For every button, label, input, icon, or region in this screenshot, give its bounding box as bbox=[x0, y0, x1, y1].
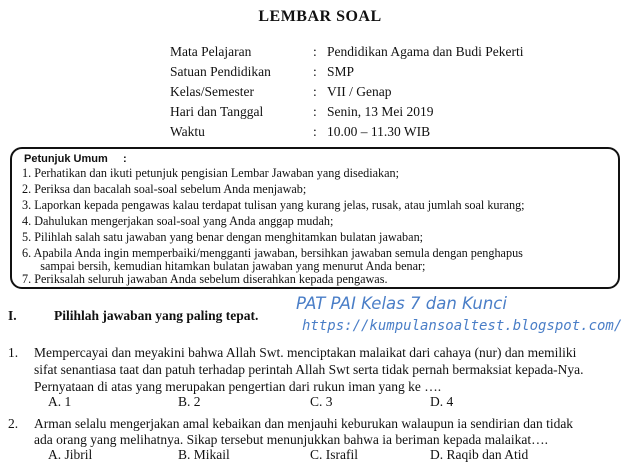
answer-option-c[interactable]: C. Israfil bbox=[310, 447, 358, 462]
answer-option-a[interactable]: A. Jibril bbox=[48, 447, 93, 462]
question-number: 2. bbox=[8, 416, 19, 431]
instruction-item: 5. Pilihlah salah satu jawaban yang benar dengan menghitamkan bulatan jawaban; bbox=[22, 230, 424, 244]
info-value-time: 10.00 – 11.30 WIB bbox=[327, 124, 431, 139]
info-value-subject: Pendidikan Agama dan Budi Pekerti bbox=[327, 44, 524, 59]
answer-option-b[interactable]: B. Mikail bbox=[178, 447, 230, 462]
info-value-school: SMP bbox=[327, 64, 355, 79]
info-label-school: Satuan Pendidikan bbox=[170, 64, 271, 79]
instruction-item: 4. Dahulukan mengerjakan soal-soal yang Anda anggap mudah; bbox=[22, 214, 334, 228]
answer-option-d[interactable]: D. 4 bbox=[430, 394, 454, 409]
instruction-item-continued: sampai bersih, kemudian hitamkan bulatan jawaban yang menurut Anda benar; bbox=[22, 259, 426, 273]
info-value-class: VII / Genap bbox=[327, 84, 392, 99]
instruction-item: 1. Perhatikan dan ikuti petunjuk pengisian Lembar Jawaban yang disediakan; bbox=[22, 166, 400, 180]
answer-option-b[interactable]: B. 2 bbox=[178, 394, 201, 409]
question-text: Mempercayai dan meyakini bahwa Allah Swt. menciptakan malaikat dari cahaya (nur) dan memiliki bbox=[34, 345, 577, 360]
instruction-item: 2. Periksa dan bacalah soal-soal sebelum Anda menjawab; bbox=[22, 182, 307, 196]
answer-option-d[interactable]: D. Raqib dan Atid bbox=[430, 447, 529, 462]
instruction-item: 6. Apabila Anda ingin memperbaiki/mengganti jawaban, bersihkan jawaban semula dengan penghapus bbox=[22, 246, 523, 260]
info-colon: : bbox=[313, 84, 317, 99]
page-title: LEMBAR SOAL bbox=[258, 8, 382, 25]
answer-option-a[interactable]: A. 1 bbox=[48, 394, 72, 409]
info-label-date: Hari dan Tanggal bbox=[170, 104, 264, 119]
question-text: Arman selalu mengerjakan amal kebaikan dan menjauhi keburukan walaupun ia sendirian dan tidak bbox=[34, 416, 574, 431]
info-label-class: Kelas/Semester bbox=[170, 84, 254, 99]
watermark-title: PAT PAI Kelas 7 dan Kunci bbox=[296, 294, 507, 313]
question-text: sifat senantiasa taat dan patuh terhadap perintah Allah Swt serta tidak pernah bermaksiat kepada-Nya. bbox=[34, 362, 584, 377]
answer-option-c[interactable]: C. 3 bbox=[310, 394, 333, 409]
info-label-subject: Mata Pelajaran bbox=[170, 44, 252, 59]
info-label-time: Waktu bbox=[170, 124, 205, 139]
question-number: 1. bbox=[8, 345, 19, 360]
info-colon: : bbox=[313, 64, 317, 79]
info-colon: : bbox=[313, 124, 317, 139]
watermark-url[interactable]: https://kumpulansoaltest.blogspot.com/ bbox=[302, 318, 623, 334]
section-title: Pilihlah jawaban yang paling tepat. bbox=[54, 308, 259, 323]
question-text: Pernyataan di atas yang merupakan pengertian dari rukun iman yang ke …. bbox=[34, 379, 442, 394]
instruction-item: 7. Periksalah seluruh jawaban Anda sebelum diserahkan kepada pengawas. bbox=[22, 272, 388, 286]
info-colon: : bbox=[313, 44, 317, 59]
question-text: ada orang yang melihatnya. Sikap tersebut menunjukkan bahwa ia beriman kepada malaikat…. bbox=[34, 432, 548, 447]
instruction-item: 3. Laporkan kepada pengawas kalau terdapat tulisan yang kurang jelas, rusak, atau jumlah soal kurang; bbox=[22, 198, 525, 212]
instructions-heading: Petunjuk Umum : bbox=[24, 153, 127, 165]
info-value-date: Senin, 13 Mei 2019 bbox=[327, 104, 434, 119]
info-colon: : bbox=[313, 104, 317, 119]
section-number: I. bbox=[8, 308, 17, 323]
